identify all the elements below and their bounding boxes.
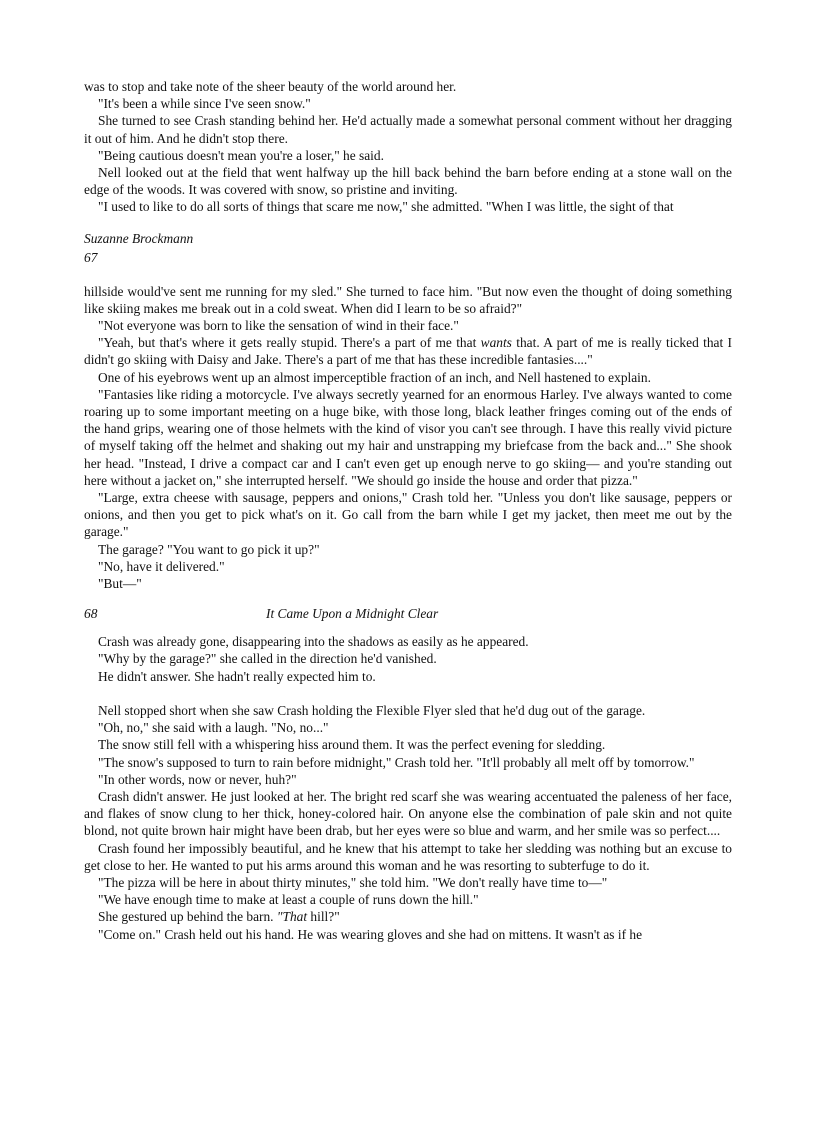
text-section-1	[84, 78, 732, 216]
paragraph	[84, 334, 732, 368]
paragraph: "I used to like to do all sorts of things that scare me now," she admitted. "When I was little, the sight of that	[98, 199, 674, 215]
author-name: Suzanne Brockmann	[84, 230, 194, 246]
emphasis-text: "That	[276, 909, 308, 925]
paragraph: "The pizza will be here in about thirty minutes," she told him. "We don't really have time to—"	[98, 874, 608, 890]
text-section-3	[84, 633, 732, 685]
paragraph: "Fantasies like riding a motorcycle. I've always secretly yearned for an enormous Harley. I've always wanted to come roaring up to some important meeting on a huge bike, with those long, black leather fringes coming out of the ends of the hand grips, wearing one of those helmets with the kind of visor you can't see through. I have this really vivid picture of myself taking off the helmet and shaking out my hair and unstrapping my briefcase from the back and..." She shook her head. "Instead, I drive a compact car and I can't even get up enough nerve to go skiing— and you're standing out here without a jacket on," she interrupted herself. "We should go inside the house and order that pizza."	[84, 386, 732, 488]
paragraph: "Come on." Crash held out his hand. He was wearing gloves and she had on mittens. It wasn't as if he	[98, 926, 643, 942]
text-run: She gestured up behind the barn.	[98, 909, 277, 925]
paragraph	[84, 908, 732, 925]
paragraph: Crash didn't answer. He just looked at her. The bright red scarf she was wearing accentuated the paleness of her face, and flakes of snow clung to her thick, honey-colored hair. On anyone else the combination of pale skin and not quite blond, not quite brown hair might have been drab, but her eyes were so blue and warm, and her smile was so perfect....	[84, 788, 732, 839]
text-run: that. A part of me is really ticked that I didn't go skiing with Daisy and Jake. There's a part of me that has these incredible fantasies...."	[84, 335, 732, 368]
paragraph: "In other words, now or never, huh?"	[98, 771, 297, 787]
paragraph: The garage? "You want to go pick it up?"	[98, 541, 320, 557]
paragraph: "We have enough time to make at least a couple of runs down the hill."	[98, 892, 479, 908]
paragraph: Crash was already gone, disappearing into the shadows as easily as he appeared.	[98, 634, 529, 650]
emphasis-text: wants	[480, 335, 512, 351]
paragraph: Nell stopped short when she saw Crash holding the Flexible Flyer sled that he'd dug out of the garage.	[98, 702, 646, 718]
page-number: 67	[84, 249, 98, 265]
text-run: hill?"	[307, 909, 340, 925]
paragraph: "Why by the garage?" she called in the direction he'd vanished.	[98, 651, 437, 667]
text-section-4	[84, 702, 732, 943]
paragraph: Nell looked out at the field that went halfway up the hill back behind the barn before ending at a stone wall on the edge of the woods. It was covered with snow, so pristine and inviting.	[84, 165, 732, 198]
paragraph: "It's been a while since I've seen snow."	[98, 96, 311, 112]
paragraph: "But—"	[98, 576, 142, 592]
book-title: It Came Upon a Midnight Clear	[266, 606, 439, 622]
paragraph: He didn't answer. She hadn't really expected him to.	[98, 668, 376, 684]
scene-break	[84, 685, 732, 702]
paragraph: The snow still fell with a whispering hiss around them. It was the perfect evening for sledding.	[98, 737, 606, 753]
text-run: "Yeah, but that's where it gets really stupid. There's a part of me that	[98, 335, 481, 351]
page-number: 68	[84, 606, 98, 622]
page-footer	[84, 229, 732, 267]
paragraph: "The snow's supposed to turn to rain before midnight," Crash told her. "It'll probably all melt off by tomorrow."	[98, 754, 695, 770]
paragraph: "No, have it delivered."	[98, 558, 225, 574]
paragraph: "Oh, no," she said with a laugh. "No, no..."	[98, 720, 329, 736]
paragraph: hillside would've sent me running for my sled." She turned to face him. "But now even the thought of doing something like skiing makes me break out in a cold sweat. When did I learn to be so afraid?"	[84, 283, 732, 316]
text-section-2	[84, 283, 732, 593]
paragraph: She turned to see Crash standing behind her. He'd actually made a somewhat personal comment without her dragging it out of him. And he didn't stop there.	[84, 113, 732, 146]
paragraph: One of his eyebrows went up an almost imperceptible fraction of an inch, and Nell hastened to explain.	[98, 369, 651, 385]
paragraph: "Not everyone was born to like the sensation of wind in their face."	[98, 318, 459, 334]
paragraph: Crash found her impossibly beautiful, and he knew that his attempt to take her sledding was nothing but an excuse to get close to her. He wanted to put his arms around this woman and he was resorting to subterfuge to do it.	[84, 840, 732, 873]
paragraph: "Large, extra cheese with sausage, peppers and onions," Crash told her. "Unless you don't like sausage, peppers or onions, and then you get to pick what's on it. Go call from the barn while I get my jacket, then meet me out by the garage."	[84, 490, 732, 540]
paragraph: "Being cautious doesn't mean you're a loser," he said.	[98, 147, 384, 163]
paragraph: was to stop and take note of the sheer beauty of the world around her.	[84, 79, 457, 94]
page-header	[84, 605, 732, 622]
